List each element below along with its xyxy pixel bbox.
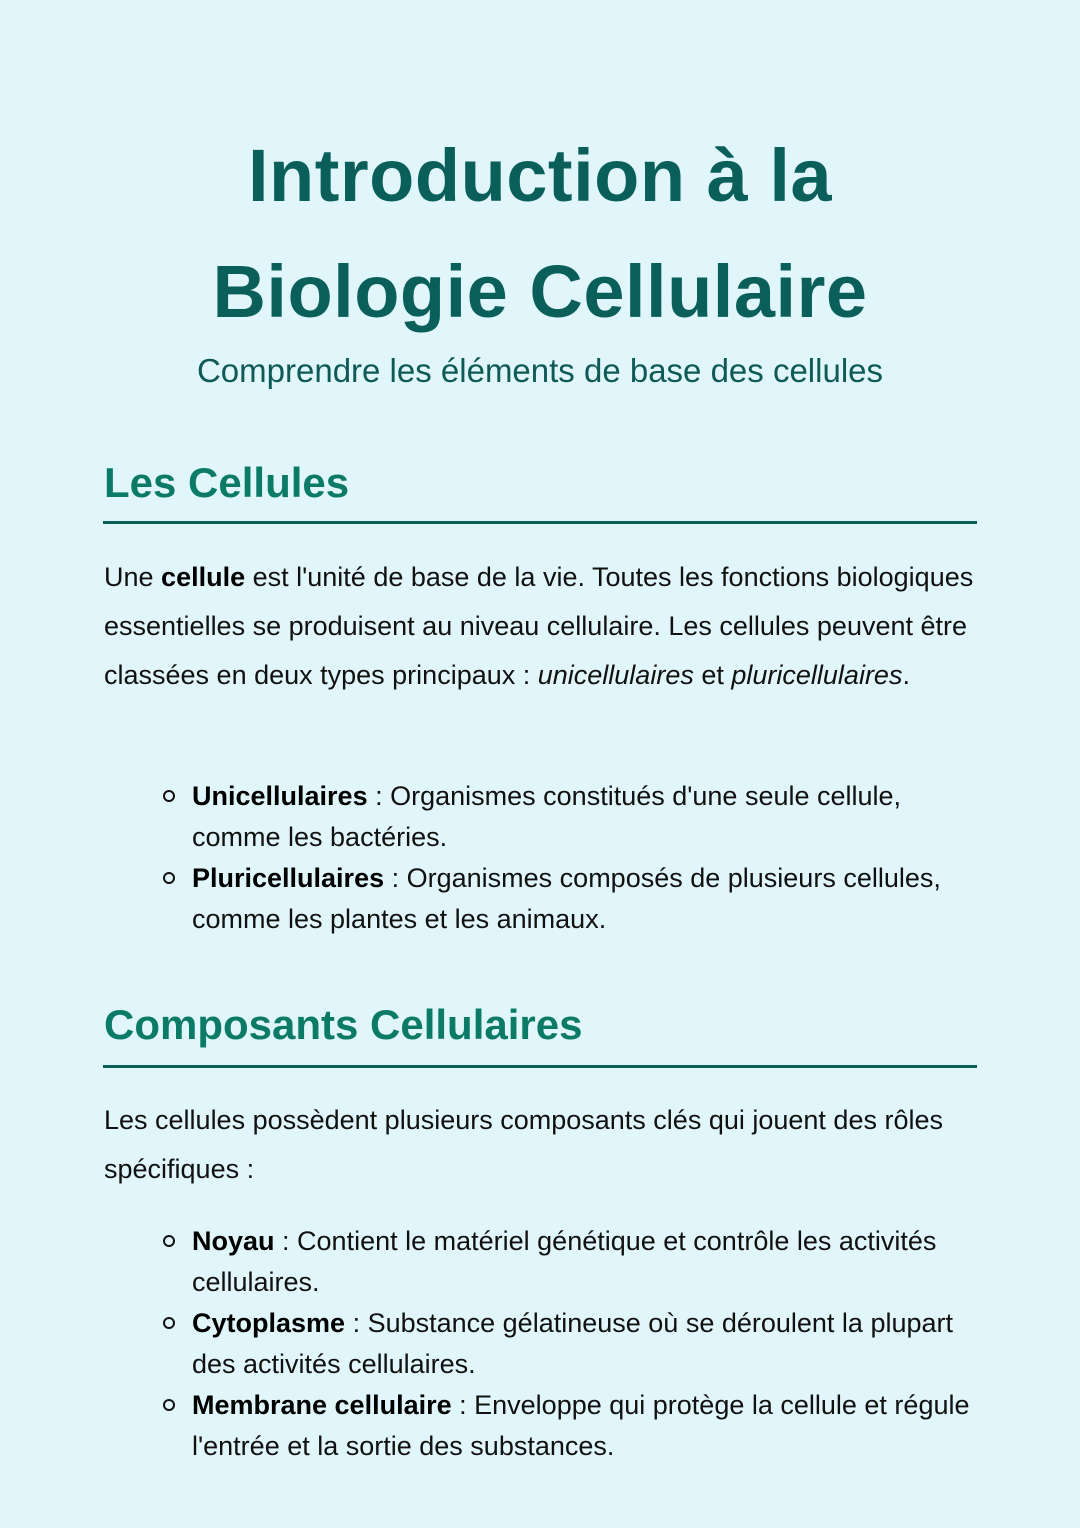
title-line-1: Introduction à la <box>247 134 833 217</box>
list-item <box>104 776 984 857</box>
list-item-separator: : <box>451 1390 475 1420</box>
italic-term: pluricellulaires <box>731 660 903 690</box>
list-item <box>104 1303 984 1384</box>
hollow-bullet-icon <box>163 872 175 884</box>
cell-components-list <box>104 1221 984 1467</box>
section-heading-composants-cellulaires: Composants Cellulaires <box>104 1001 583 1048</box>
title-line-2: Biologie Cellulaire <box>212 250 868 333</box>
text-run: et <box>693 660 732 690</box>
section-intro-paragraph: Les cellules possèdent plusieurs composants clés qui jouent des rôles spécifiques : <box>104 1105 943 1184</box>
text-run: est l'unité de base de la vie. Toutes les fonctions biologiques essentielles se produisent au niveau cellulaire. Les cellules peuvent être classées en deux types principaux : <box>104 562 974 690</box>
list-item-separator: : <box>384 863 407 893</box>
section-divider <box>103 1065 977 1068</box>
italic-term: unicellulaires <box>537 660 694 690</box>
cell-types-list <box>104 776 984 940</box>
hollow-bullet-icon <box>163 1235 175 1247</box>
list-item-text: Contient le matériel génétique et contrôle les activités cellulaires. <box>192 1226 937 1297</box>
page-subtitle: Comprendre les éléments de base des cellules <box>196 352 884 389</box>
list-item-separator: : <box>274 1226 298 1256</box>
list-item-text: Enveloppe qui protège la cellule et régule l'entrée et la sortie des substances. <box>192 1390 970 1461</box>
text-run: Une <box>104 562 162 592</box>
bold-term: cellule <box>161 562 246 592</box>
hollow-bullet-icon <box>163 1317 175 1329</box>
list-item-text: Organismes composés de plusieurs cellules, comme les plantes et les animaux. <box>192 863 941 934</box>
list-item-term: Unicellulaires <box>192 781 368 811</box>
list-item-term: Cytoplasme <box>192 1308 346 1338</box>
section-intro-paragraph <box>104 553 984 700</box>
list-item <box>104 1221 984 1302</box>
hollow-bullet-icon <box>163 790 175 802</box>
section-divider <box>103 521 977 524</box>
list-item-term: Membrane cellulaire <box>192 1390 452 1420</box>
page-title <box>0 118 1080 350</box>
list-item-text: Organismes constitués d'une seule cellule, comme les bactéries. <box>192 781 902 852</box>
list-item-separator: : <box>367 781 391 811</box>
list-item-term: Noyau <box>192 1226 275 1256</box>
list-item-text: Substance gélatineuse où se déroulent la plupart des activités cellulaires. <box>192 1308 953 1379</box>
list-item <box>104 858 984 939</box>
list-item-separator: : <box>345 1308 368 1338</box>
section-heading-les-cellules: Les Cellules <box>104 459 350 506</box>
text-run: . <box>902 660 910 690</box>
list-item-term: Pluricellulaires <box>192 863 385 893</box>
hollow-bullet-icon <box>163 1399 175 1411</box>
list-item <box>104 1385 984 1466</box>
